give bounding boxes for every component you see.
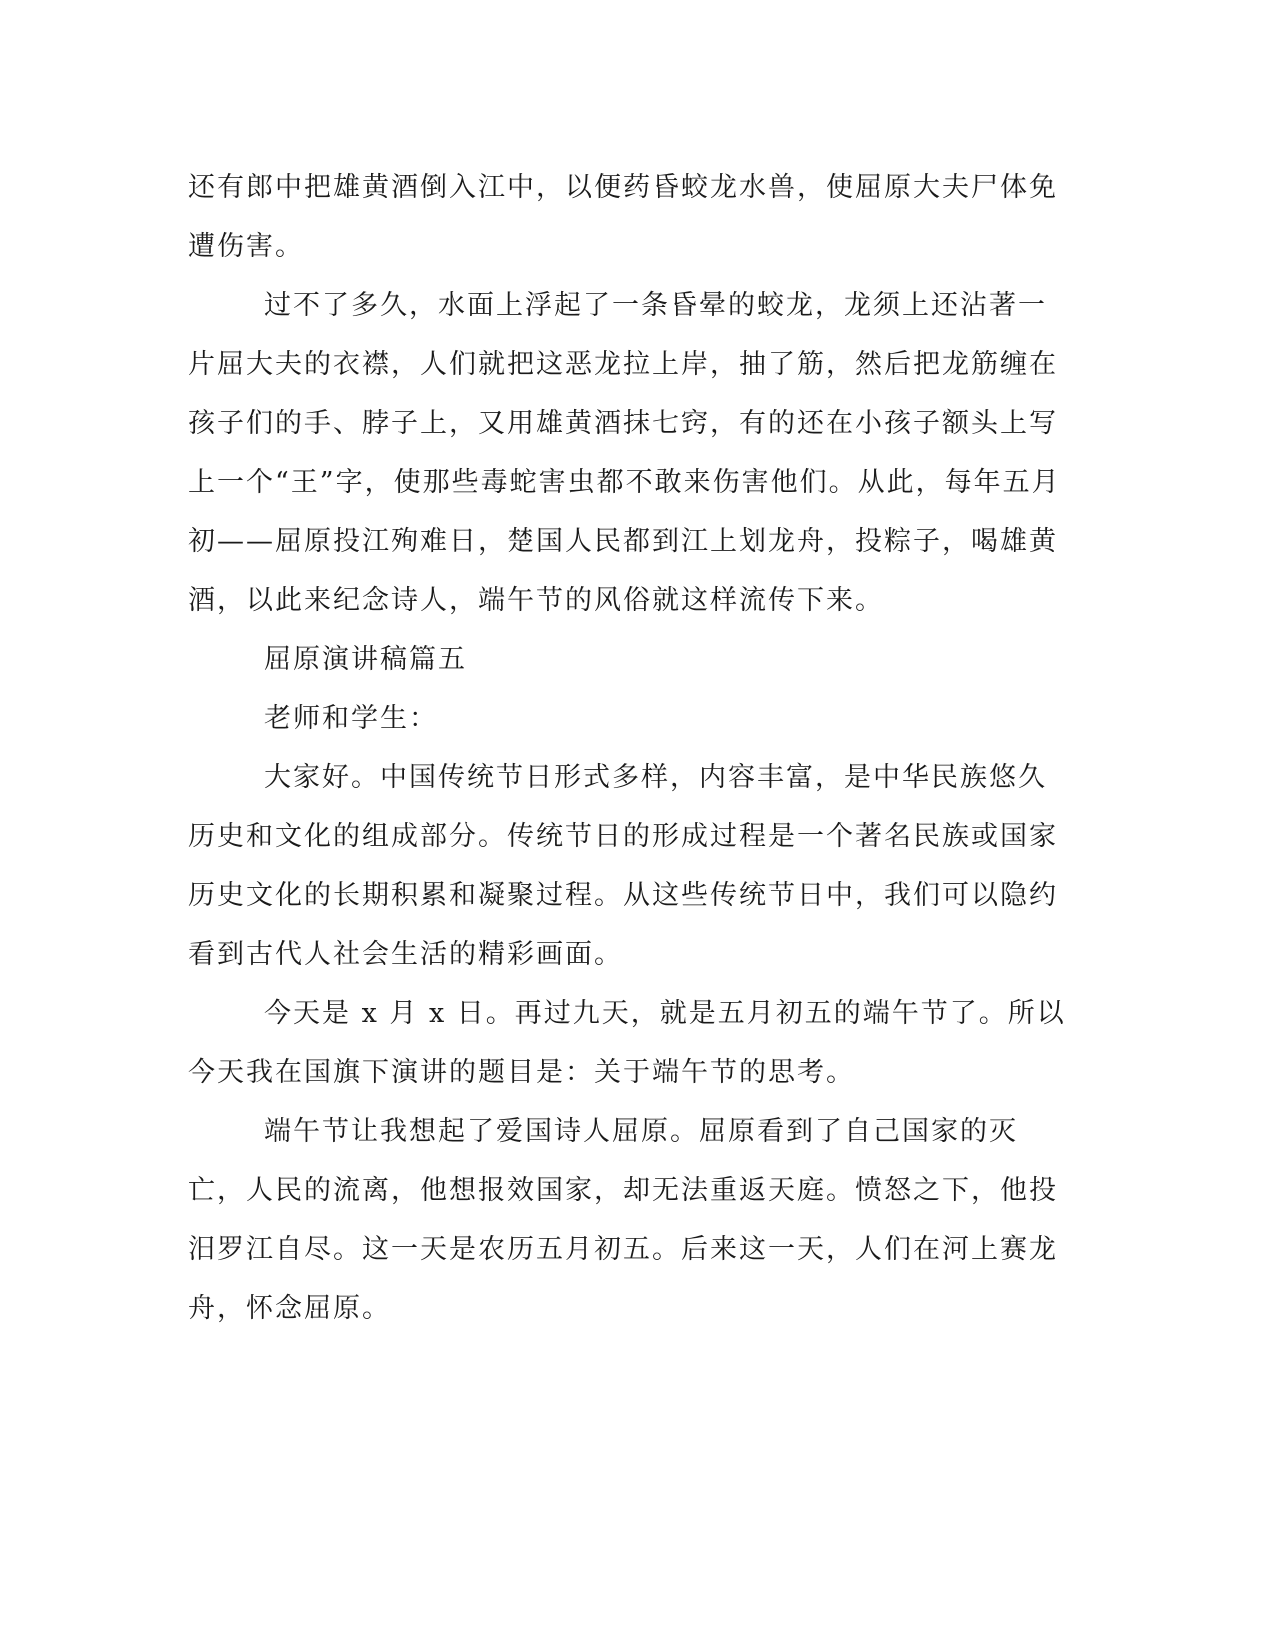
paragraph-dragon-legend: 过不了多久，水面上浮起了一条昏晕的蛟龙，龙须上还沾著一片屈大夫的衣襟，人们就把这恶龙拉上岸，抽了筋，然后把龙筋缠在孩子们的手、脖子上，又用雄黄酒抹七窍，有的还在小孩子额头上写上一个“王”字，使那些毒蛇害虫都不敢来伤害他们。从此，每年五月初——屈原投江殉难日，楚国人民都到江上划龙舟，投粽子，喝雄黄酒，以此来纪念诗人，端午节的风俗就这样流传下来。: [188, 290, 1061, 616]
paragraph-greeting: 大家好。中国传统节日形式多样，内容丰富，是中华民族悠久历史和文化的组成部分。传统节日的形成过程是一个著名民族或国家历史文化的长期积累和凝聚过程。从这些传统节日中，我们可以隐约看到古代人社会生活的精彩画面。: [188, 762, 1058, 970]
paragraph-continuation: 还有郎中把雄黄酒倒入江中，以便药昏蛟龙水兽，使屈原大夫尸体免遭伤害。: [188, 172, 1058, 262]
salutation: 老师和学生：: [264, 703, 438, 734]
section-heading: 屈原演讲稿篇五: [264, 644, 467, 675]
document-body: [188, 158, 1068, 1338]
paragraph-quyuan: 端午节让我想起了爱国诗人屈原。屈原看到了自己国家的灭亡，人民的流离，他想报效国家，却无法重返天庭。愤怒之下，他投汨罗江自尽。这一天是农历五月初五。后来这一天，人们在河上赛龙舟，怀念屈原。: [188, 1116, 1058, 1324]
paragraph-date: 今天是 x 月 x 日。再过九天，就是五月初五的端午节了。所以今天我在国旗下演讲的题目是：关于端午节的思考。: [188, 998, 1066, 1088]
